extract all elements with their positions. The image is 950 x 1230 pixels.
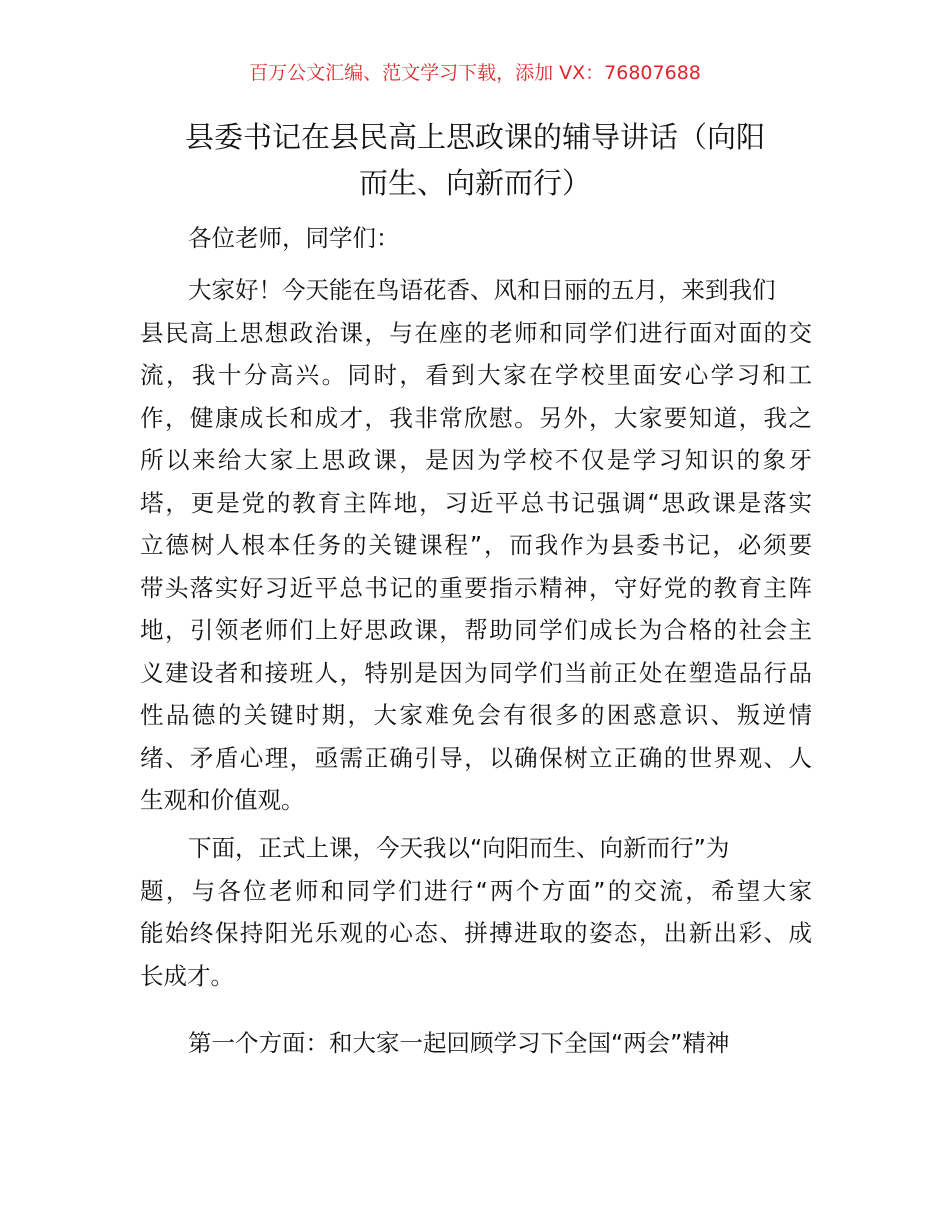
greeting: 各位老师，同学们： [188, 224, 400, 252]
text-line: 义建设者和接班人，特别是因为同学们当前正处在塑造品行品 [140, 658, 812, 687]
text-line: 大家好！今天能在鸟语花香、风和日丽的五月，来到我们 [188, 276, 776, 304]
text-line: 下面，正式上课，今天我以“向阳而生、向新而行”为 [188, 834, 730, 862]
text-line: 性品德的关键时期，大家难免会有很多的困惑意识、叛逆情 [140, 701, 812, 729]
text-line: 县民高上思想政治课，与在座的老师和同学们进行面对面的交 [140, 318, 812, 347]
text-line: 题，与各位老师和同学们进行“两个方面”的交流，希望大家 [140, 876, 812, 905]
header-banner: 百万公文汇编、范文学习下载，添加 VX：76807688 [249, 62, 701, 84]
title-line: 而生、向新而行） [358, 166, 591, 200]
text-line: 立德树人根本任务的关键课程”，而我作为县委书记，必须要 [140, 531, 812, 559]
text-line: 塔，更是党的教育主阵地，习近平总书记强调“思政课是落实 [140, 488, 812, 517]
text-line: 地，引领老师们上好思政课，帮助同学们成长为合格的社会主 [140, 616, 812, 644]
title-line: 县委书记在县民高上思政课的辅导讲话（向阳 [184, 120, 765, 154]
text-line: 流，我十分高兴。同时，看到大家在学校里面安心学习和工 [140, 361, 812, 389]
text-line: 所以来给大家上思政课，是因为学校不仅是学习知识的象牙 [140, 446, 812, 474]
text-line: 作，健康成长和成才，我非常欣慰。另外，大家要知道，我之 [140, 403, 812, 432]
text-line: 长成才。 [140, 961, 234, 990]
text-line: 能始终保持阳光乐观的心态、拼搏进取的姿态，出新出彩、成 [140, 919, 812, 947]
section-heading: 第一个方面：和大家一起回顾学习下全国“两会”精神 [188, 1029, 730, 1057]
text-line: 绪、矛盾心理，亟需正确引导，以确保树立正确的世界观、人 [140, 743, 812, 772]
text-line: 带头落实好习近平总书记的重要指示精神，守好党的教育主阵 [140, 573, 812, 602]
document-title [130, 114, 820, 206]
text-line: 生观和价值观。 [140, 786, 305, 814]
